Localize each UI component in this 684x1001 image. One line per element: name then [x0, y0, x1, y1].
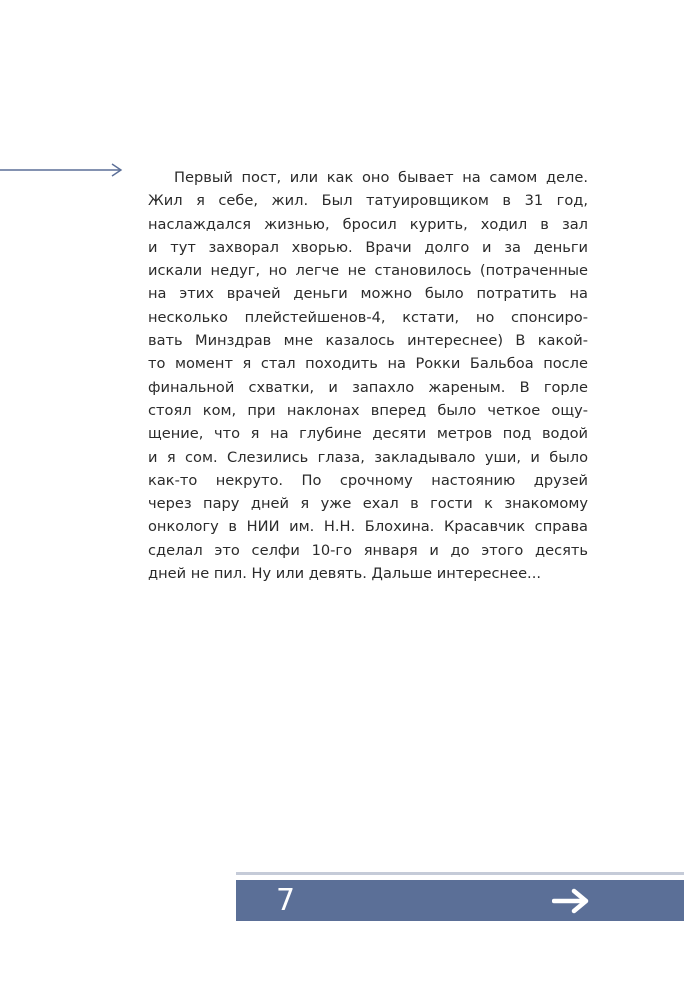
- text-line: Первый пост, или как оно бывает на самом деле.: [174, 169, 588, 186]
- footer-divider: [236, 872, 684, 875]
- right-arrow-icon: [0, 163, 124, 177]
- text-line: на этих врачей деньги можно было потратить на: [148, 285, 588, 303]
- page-number: 7: [276, 883, 296, 918]
- text-line: сделал это селфи 10-го января и до этого десять: [148, 541, 588, 559]
- text-line: через пару дней я уже ехал в гости к знакомому: [148, 495, 588, 513]
- text-line: и тут захворал хворью. Врачи долго и за деньги: [148, 238, 588, 256]
- text-line: щение, что я на глубине десяти метров под водой: [148, 425, 588, 443]
- text-line: несколько плейстейшенов-4, кстати, но спонсиро-: [148, 308, 588, 326]
- text-line: искали недуг, но легче не становилось (потраченные: [148, 262, 588, 280]
- text-line: Жил я себе, жил. Был татуировщиком в 31 год,: [148, 192, 588, 210]
- page-footer-bar: [236, 880, 684, 921]
- next-page-arrow-icon[interactable]: [552, 888, 590, 914]
- text-line: стоял ком, при наклонах вперед было четкое ощу-: [148, 401, 588, 419]
- text-line: финальной схватки, и запахло жареным. В горле: [148, 378, 588, 396]
- text-line: то момент я стал походить на Рокки Бальбоа после: [148, 355, 588, 373]
- text-line: вать Минздрав мне казалось интереснее) В какой-: [148, 332, 588, 350]
- text-line: дней не пил. Ну или девять. Дальше интереснее...: [148, 565, 541, 583]
- body-paragraph: [148, 166, 588, 585]
- text-line: как-то некруто. По срочному настоянию друзей: [148, 471, 588, 489]
- text-line: онкологу в НИИ им. Н.Н. Блохина. Красавчик справа: [148, 518, 588, 536]
- text-line: наслаждался жизнью, бросил курить, ходил в зал: [148, 215, 588, 233]
- text-line: и я сом. Слезились глаза, закладывало уши, и было: [148, 448, 588, 466]
